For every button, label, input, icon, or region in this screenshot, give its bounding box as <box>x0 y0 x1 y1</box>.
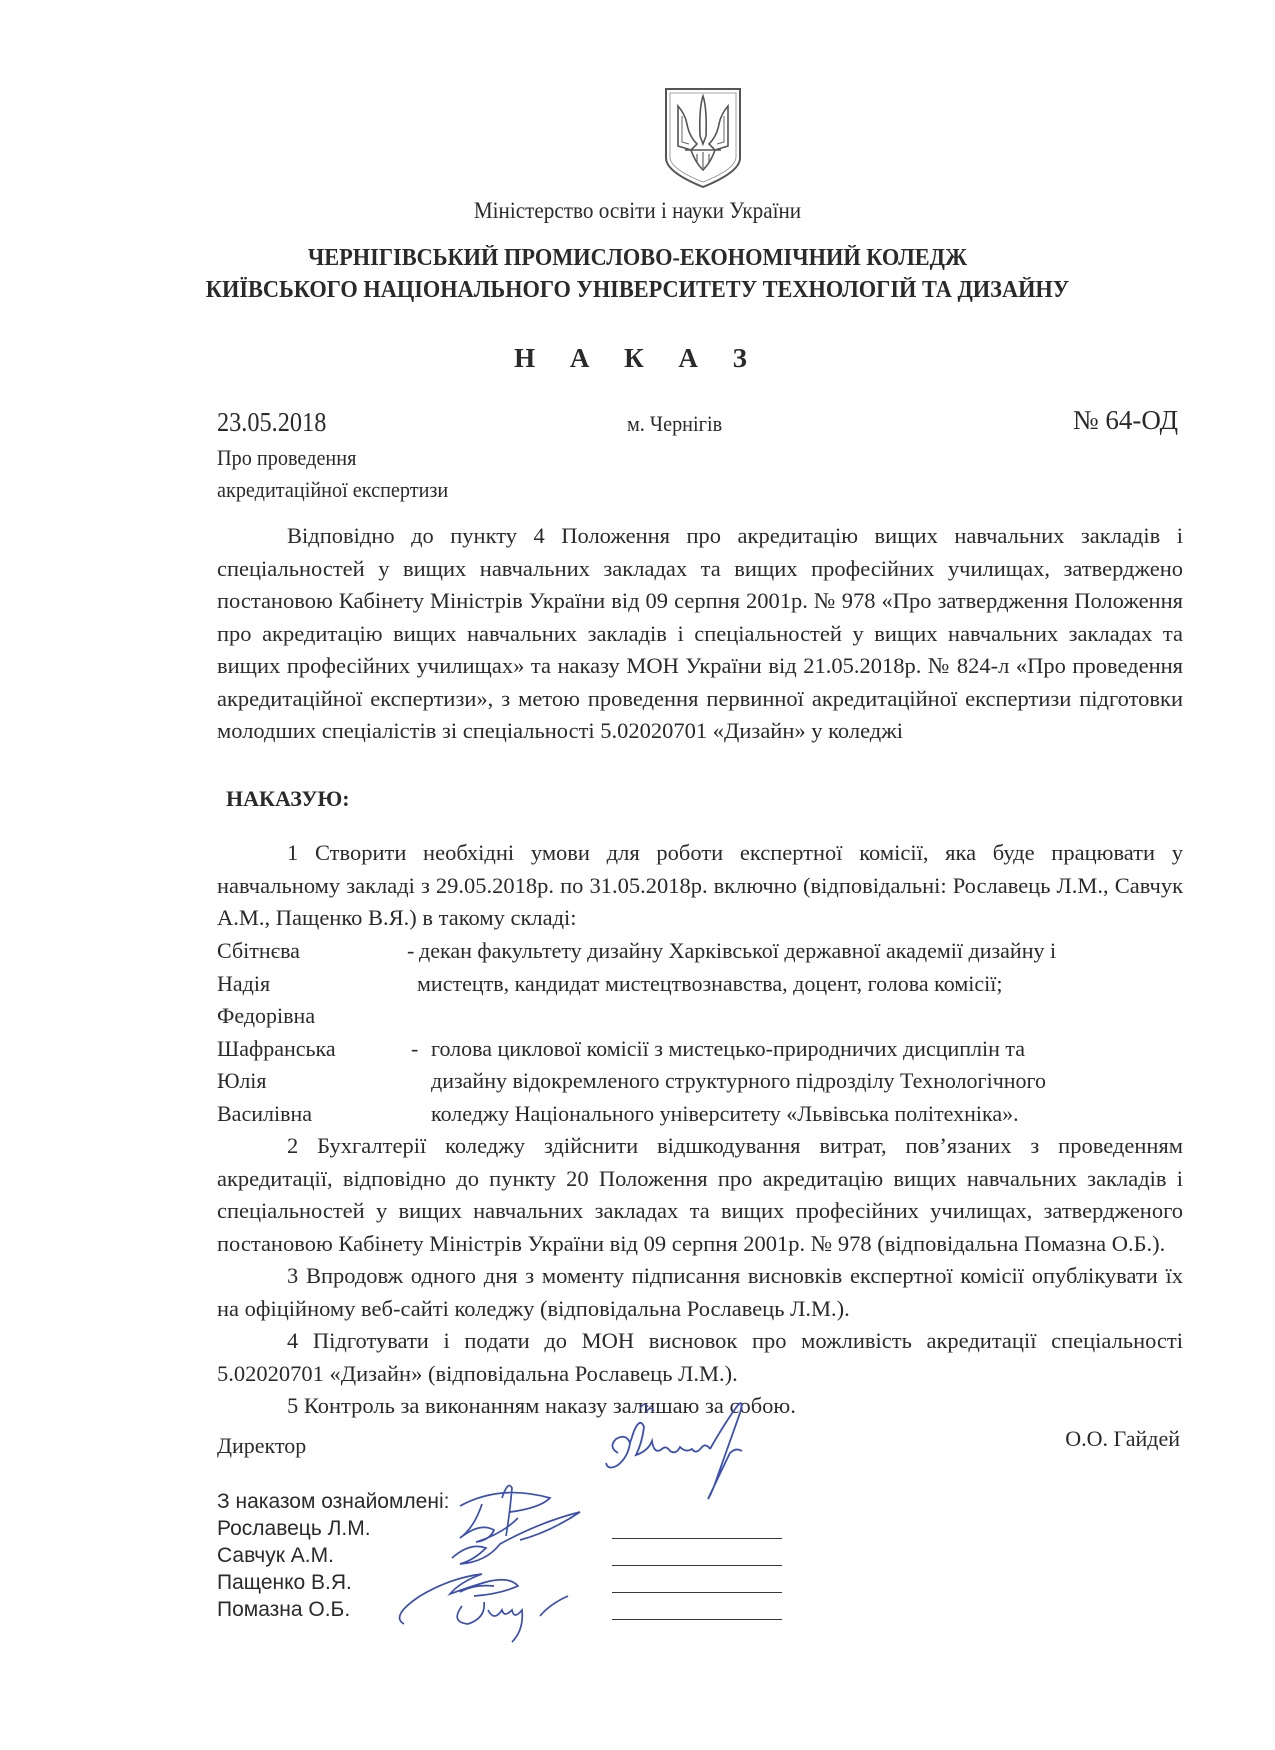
signature-line <box>612 1565 782 1566</box>
member-dash: - <box>411 1035 419 1061</box>
order-item-2: 2 Бухгалтерії коледжу здійснити відшкодування витрат, пов’язаних з проведенням акредитації, відповідно до пункту 20 Положення про акредитацію вищих навчальних закладів і спеціальностей у вищих навчальних закладах та вищих професійних училищах, затвердженого постановою Кабінету Міністрів України від 09 серпня 2001р. № 978 (відповідальна Помазна О.Б.). <box>217 1133 1183 1256</box>
member-desc-line: коледжу Національного університету «Львівська політехніка». <box>431 1100 1019 1126</box>
order-city: м. Чернігів <box>627 411 723 436</box>
commission-member <box>217 935 1217 1033</box>
preamble-paragraph <box>217 520 1183 748</box>
member-name <box>217 1033 397 1131</box>
signature-line <box>612 1538 782 1539</box>
acknowledgement-heading: З наказом ознайомлені: <box>217 1490 450 1513</box>
member-patronymic: Федорівна <box>217 1003 316 1028</box>
member-dash: - <box>407 938 415 963</box>
college-name-line1: ЧЕРНІГІВСЬКИЙ ПРОМИСЛОВО-ЕКОНОМІЧНИЙ КОЛЕДЖ <box>307 245 968 271</box>
acknowledged-person: Помазна О.Б. <box>217 1598 351 1621</box>
director-title: Директор <box>217 1433 307 1458</box>
member-patronymic: Василівна <box>217 1100 312 1126</box>
ministry-name: Міністерство освіти і науки України <box>473 198 802 223</box>
order-item-4: 4 Підготувати і подати до МОН висновок про можливість акредитації спеціальності 5.02020701 «Дизайн» (відповідальна Рославець Л.М.). <box>217 1328 1183 1386</box>
commission-members <box>217 935 1217 1130</box>
member-surname: Шафранська <box>217 1035 336 1061</box>
order-date: 23.05.2018 <box>217 407 327 437</box>
member-name <box>217 935 397 1033</box>
director-name: О.О. Гайдей <box>1065 1426 1180 1451</box>
order-number: № 64-ОД <box>1072 405 1178 435</box>
preamble-text: Відповідно до пункту 4 Положення про акредитацію вищих навчальних закладів і спеціальностей у вищих навчальних закладах та вищих професійних училищах, затверджено постановою Кабінету Міністрів України від 09 серпня 2001р. № 978 «Про затвердження Положення про акредитацію вищих навчальних закладів і спеціальностей у вищих навчальних закладах та вищих професійних училищах» та наказу МОН України від 21.05.2018р. № 824-л «Про проведення акредитаційної експертизи», з метою проведення первинної акредитаційної експертизи підготовки молодших спеціалістів зі спеціальності 5.02020701 «Дизайн» у коледжі <box>217 523 1183 743</box>
member-first-name: Надія <box>217 970 271 996</box>
member-first-name: Юлія <box>217 1068 267 1093</box>
college-name-line2: КИЇВСЬКОГО НАЦІОНАЛЬНОГО УНІВЕРСИТЕТУ ТЕХНОЛОГІЙ ТА ДИЗАЙНУ <box>205 277 1070 303</box>
member-surname: Сбітнєва <box>217 938 300 963</box>
acknowledgement-signatures <box>390 1478 610 1653</box>
member-desc-line: голова циклової комісії з мистецько-природничих дисциплін та <box>431 1035 1026 1061</box>
signature-line <box>612 1619 782 1620</box>
order-items <box>217 1130 1183 1423</box>
member-description <box>431 1033 1217 1131</box>
member-desc-line: дизайну відокремленого структурного підрозділу Технологічного <box>431 1068 1047 1093</box>
director-signature <box>600 1395 770 1510</box>
member-desc-line: декан факультету дизайну Харківської державної академії дизайну і <box>419 938 1057 963</box>
member-description <box>419 935 1217 1033</box>
member-desc-line: мистецтв, кандидат мистецтвознавства, доцент, голова комісії; <box>417 970 1003 996</box>
order-item-text: 1 Створити необхідні умови для роботи експертної комісії, яка буде працювати у навчальному закладі з 29.05.2018р. по 31.05.2018р. включно (відповідальні: Рославець Л.М., Савчук А.М., Пащенко В.Я.) в такому складі: <box>217 840 1183 930</box>
commission-member <box>217 1033 1217 1131</box>
order-item-1 <box>217 837 1183 935</box>
subject-line: акредитаційної експертизи <box>217 477 449 502</box>
acknowledged-person: Савчук А.М. <box>217 1544 334 1567</box>
order-item-5: 5 Контроль за виконанням наказу залишаю за собою. <box>287 1393 796 1418</box>
order-heading: НАКАЗУЮ: <box>226 786 350 811</box>
acknowledged-person: Пащенко В.Я. <box>217 1571 352 1594</box>
document-type-title: Н А К А З <box>514 343 761 373</box>
coat-of-arms-icon <box>663 86 743 190</box>
signature-line <box>612 1592 782 1593</box>
order-subject <box>217 442 448 506</box>
acknowledged-person: Рославець Л.М. <box>217 1517 371 1540</box>
subject-line: Про проведення <box>217 445 357 470</box>
order-item-3: 3 Впродовж одного дня з моменту підписання висновків експертної комісії опублікувати їх на офіційному веб-сайті коледжу (відповідальна Рославець Л.М.). <box>217 1263 1183 1321</box>
